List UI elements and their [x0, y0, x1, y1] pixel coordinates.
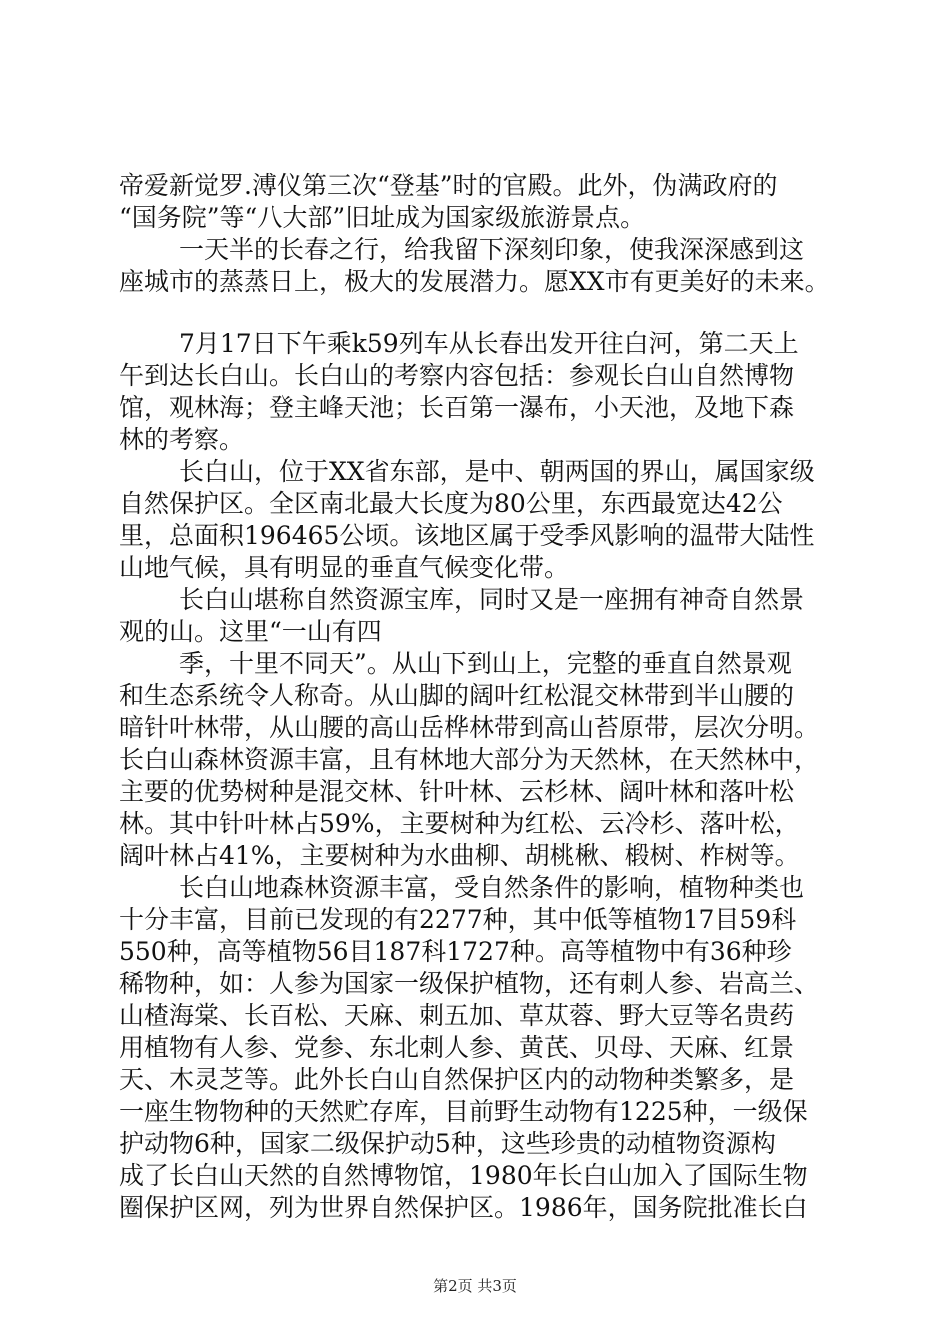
text-line: 林。其中针叶林占59%，主要树种为红松、云冷杉、落叶松，: [119, 809, 800, 838]
text-line: 里，总面积196465公顷。该地区属于受季风影响的温带大陆性: [119, 521, 815, 550]
text-line: “国务院”等“八大部”旧址成为国家级旅游景点。: [119, 203, 646, 232]
text-line: 林的考察。: [119, 425, 245, 454]
text-line: 长白山森林资源丰富，且有林地大部分为天然林，在天然林中，: [119, 745, 820, 774]
text-line: 成了长白山天然的自然博物馆，1980年长白山加入了国际生物: [119, 1161, 808, 1190]
page-footer: 第2页 共3页: [433, 1277, 517, 1295]
text-line: 季，十里不同天”。从山下到山上，完整的垂直自然景观: [179, 649, 792, 678]
text-line: 和生态系统令人称奇。从山脚的阔叶红松混交林带到半山腰的: [119, 681, 795, 710]
text-line: 帝爱新觉罗.溥仪第三次“登基”时的官殿。此外，伪满政府的: [119, 171, 778, 200]
text-line: 稀物种，如：人参为国家一级保护植物，还有刺人参、岩高兰、: [119, 969, 820, 998]
text-line: 天、木灵芝等。此外长白山自然保护区内的动物种类繁多，是: [119, 1065, 795, 1094]
text-line: 馆，观林海；登主峰天池；长百第一瀑布，小天池，及地下森: [119, 393, 795, 422]
text-line: 午到达长白山。长白山的考察内容包括：参观长白山自然博物: [119, 361, 795, 390]
text-line: 一座生物物种的天然贮存库，目前野生动物有1225种，一级保: [119, 1097, 808, 1126]
text-line: 观的山。这里“一山有四: [119, 617, 382, 646]
text-line: 550种，高等植物56目187科1727种。高等植物中有36种珍: [119, 937, 792, 966]
text-line: 长白山，位于XX省东部，是中、朝两国的界山，属国家级: [179, 457, 815, 486]
text-line: 主要的优势树种是混交林、针叶林、云杉林、阔叶林和落叶松: [119, 777, 795, 806]
text-line: 长白山地森林资源丰富，受自然条件的影响，植物种类也: [179, 873, 805, 902]
text-line: 自然保护区。全区南北最大长度为80公里，东西最宽达42公: [119, 489, 783, 518]
text-line: 长白山堪称自然资源宝库，同时又是一座拥有神奇自然景: [179, 585, 805, 614]
text-line: 一天半的长春之行，给我留下深刻印象，使我深深感到这: [179, 235, 805, 264]
text-line: 阔叶林占41%，主要树种为水曲柳、胡桃楸、椴树、柞树等。: [119, 841, 800, 870]
text-line: 护动物6种，国家二级保护动5种，这些珍贵的动植物资源构: [119, 1129, 776, 1158]
text-line: 7月17日下午乘k59列车从长春出发开往白河，第二天上: [179, 329, 799, 358]
text-line: 用植物有人参、党参、东北刺人参、黄芪、贝母、天麻、红景: [119, 1033, 795, 1062]
text-line: 座城市的蒸蒸日上，极大的发展潜力。愿XX市有更美好的未来。: [119, 267, 830, 296]
document-body: [119, 170, 839, 1224]
text-line: 暗针叶林带，从山腰的高山岳桦林带到高山苔原带，层次分明。: [119, 713, 820, 742]
blank-line: [119, 298, 839, 328]
text-line: 十分丰富，目前已发现的有2277种，其中低等植物17目59科: [119, 905, 797, 934]
text-line: 山楂海棠、长百松、天麻、刺五加、草苁蓉、野大豆等名贵药: [119, 1001, 795, 1030]
text-line: 圈保护区网，列为世界自然保护区。1986年，国务院批准长白: [119, 1193, 808, 1222]
text-line: 山地气候，具有明显的垂直气候变化带。: [119, 553, 570, 582]
